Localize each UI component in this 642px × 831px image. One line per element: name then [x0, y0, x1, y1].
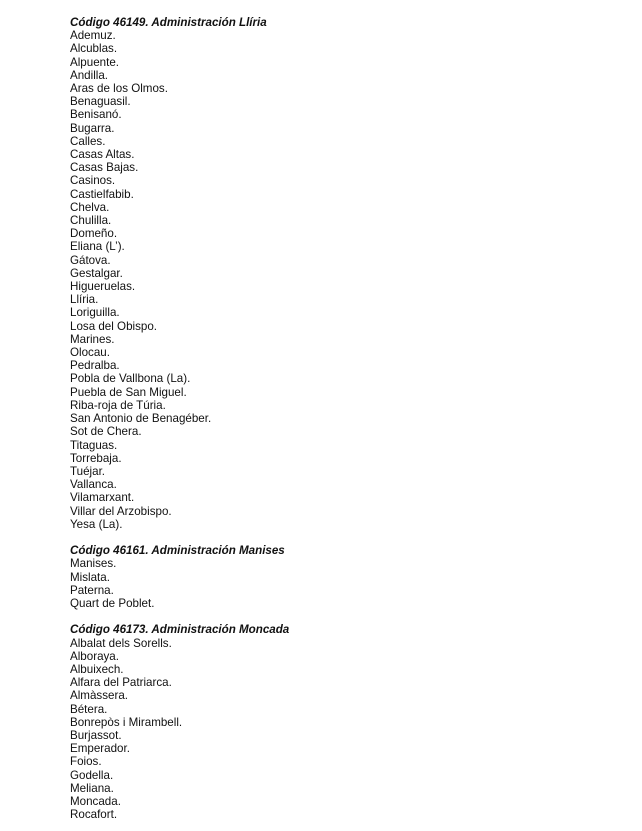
list-item: Chelva.	[70, 200, 110, 214]
list-item: Ademuz.	[70, 29, 116, 43]
list-item: Benisanó.	[70, 108, 122, 122]
list-item: Albuixech.	[70, 662, 124, 676]
list-item: Andilla.	[70, 68, 109, 82]
list-item: Alboraya.	[70, 649, 119, 663]
list-item: Marines.	[70, 332, 115, 346]
list-item: Manises.	[70, 557, 117, 571]
section-heading: Código 46161. Administración Manises	[70, 544, 285, 558]
list-item: Llíria.	[70, 293, 99, 307]
list-item: Castielfabib.	[70, 187, 134, 201]
list-item: Casinos.	[70, 174, 116, 188]
list-item: Higueruelas.	[70, 280, 136, 294]
list-item: Pobla de Vallbona (La).	[70, 372, 191, 386]
list-item: Rocafort.	[70, 808, 118, 822]
list-item: Godella.	[70, 768, 114, 782]
list-item: Calles.	[70, 134, 106, 148]
municipality-list	[70, 557, 630, 610]
list-item: Albalat dels Sorells.	[70, 636, 172, 650]
list-item: Moncada.	[70, 794, 121, 808]
list-item: Puebla de San Miguel.	[70, 385, 187, 399]
list-item: Tuéjar.	[70, 464, 106, 478]
list-item: Aras de los Olmos.	[70, 82, 168, 96]
list-item: Emperador.	[70, 742, 130, 756]
list-item: Yesa (La).	[70, 517, 123, 531]
section-lliria	[70, 16, 630, 531]
list-item: Bugarra.	[70, 121, 115, 135]
document-page	[70, 16, 630, 821]
list-item: Benaguasil.	[70, 95, 131, 109]
section-manises	[70, 544, 630, 610]
list-item: Mislata.	[70, 570, 110, 584]
list-item: Foios.	[70, 755, 102, 769]
list-item: Casas Altas.	[70, 148, 135, 162]
list-item: Riba-roja de Túria.	[70, 398, 166, 412]
list-item: Bonrepòs i Mirambell.	[70, 715, 183, 729]
list-item: Quart de Poblet.	[70, 596, 155, 610]
list-item: Burjassot.	[70, 728, 122, 742]
list-item: Paterna.	[70, 583, 114, 597]
list-item: Torrebaja.	[70, 451, 122, 465]
list-item: Gestalgar.	[70, 266, 123, 280]
list-item: Villar del Arzobispo.	[70, 504, 172, 518]
section-heading: Código 46173. Administración Moncada	[70, 623, 290, 637]
section-moncada	[70, 623, 630, 821]
list-item: Bétera.	[70, 702, 108, 716]
list-item: Domeño.	[70, 227, 118, 241]
list-item: Vallanca.	[70, 478, 117, 492]
list-item: Olocau.	[70, 346, 110, 360]
list-item: Almàssera.	[70, 689, 128, 703]
section-heading: Código 46149. Administración Llíria	[70, 16, 267, 29]
municipality-list	[70, 637, 630, 822]
list-item: Chulilla.	[70, 214, 112, 228]
municipality-list	[70, 29, 630, 531]
list-item: Losa del Obispo.	[70, 319, 158, 333]
list-item: Alfara del Patriarca.	[70, 676, 172, 690]
list-item: Alcublas.	[70, 42, 118, 56]
list-item: Loriguilla.	[70, 306, 120, 320]
list-item: Vilamarxant.	[70, 491, 135, 505]
list-item: Eliana (L’).	[70, 240, 125, 254]
list-item: Gátova.	[70, 253, 111, 267]
list-item: Pedralba.	[70, 359, 120, 373]
list-item: Meliana.	[70, 781, 114, 795]
list-item: Sot de Chera.	[70, 425, 142, 439]
list-item: Titaguas.	[70, 438, 118, 452]
list-item: Casas Bajas.	[70, 161, 139, 175]
list-item: Alpuente.	[70, 55, 119, 69]
list-item: San Antonio de Benagéber.	[70, 412, 212, 426]
